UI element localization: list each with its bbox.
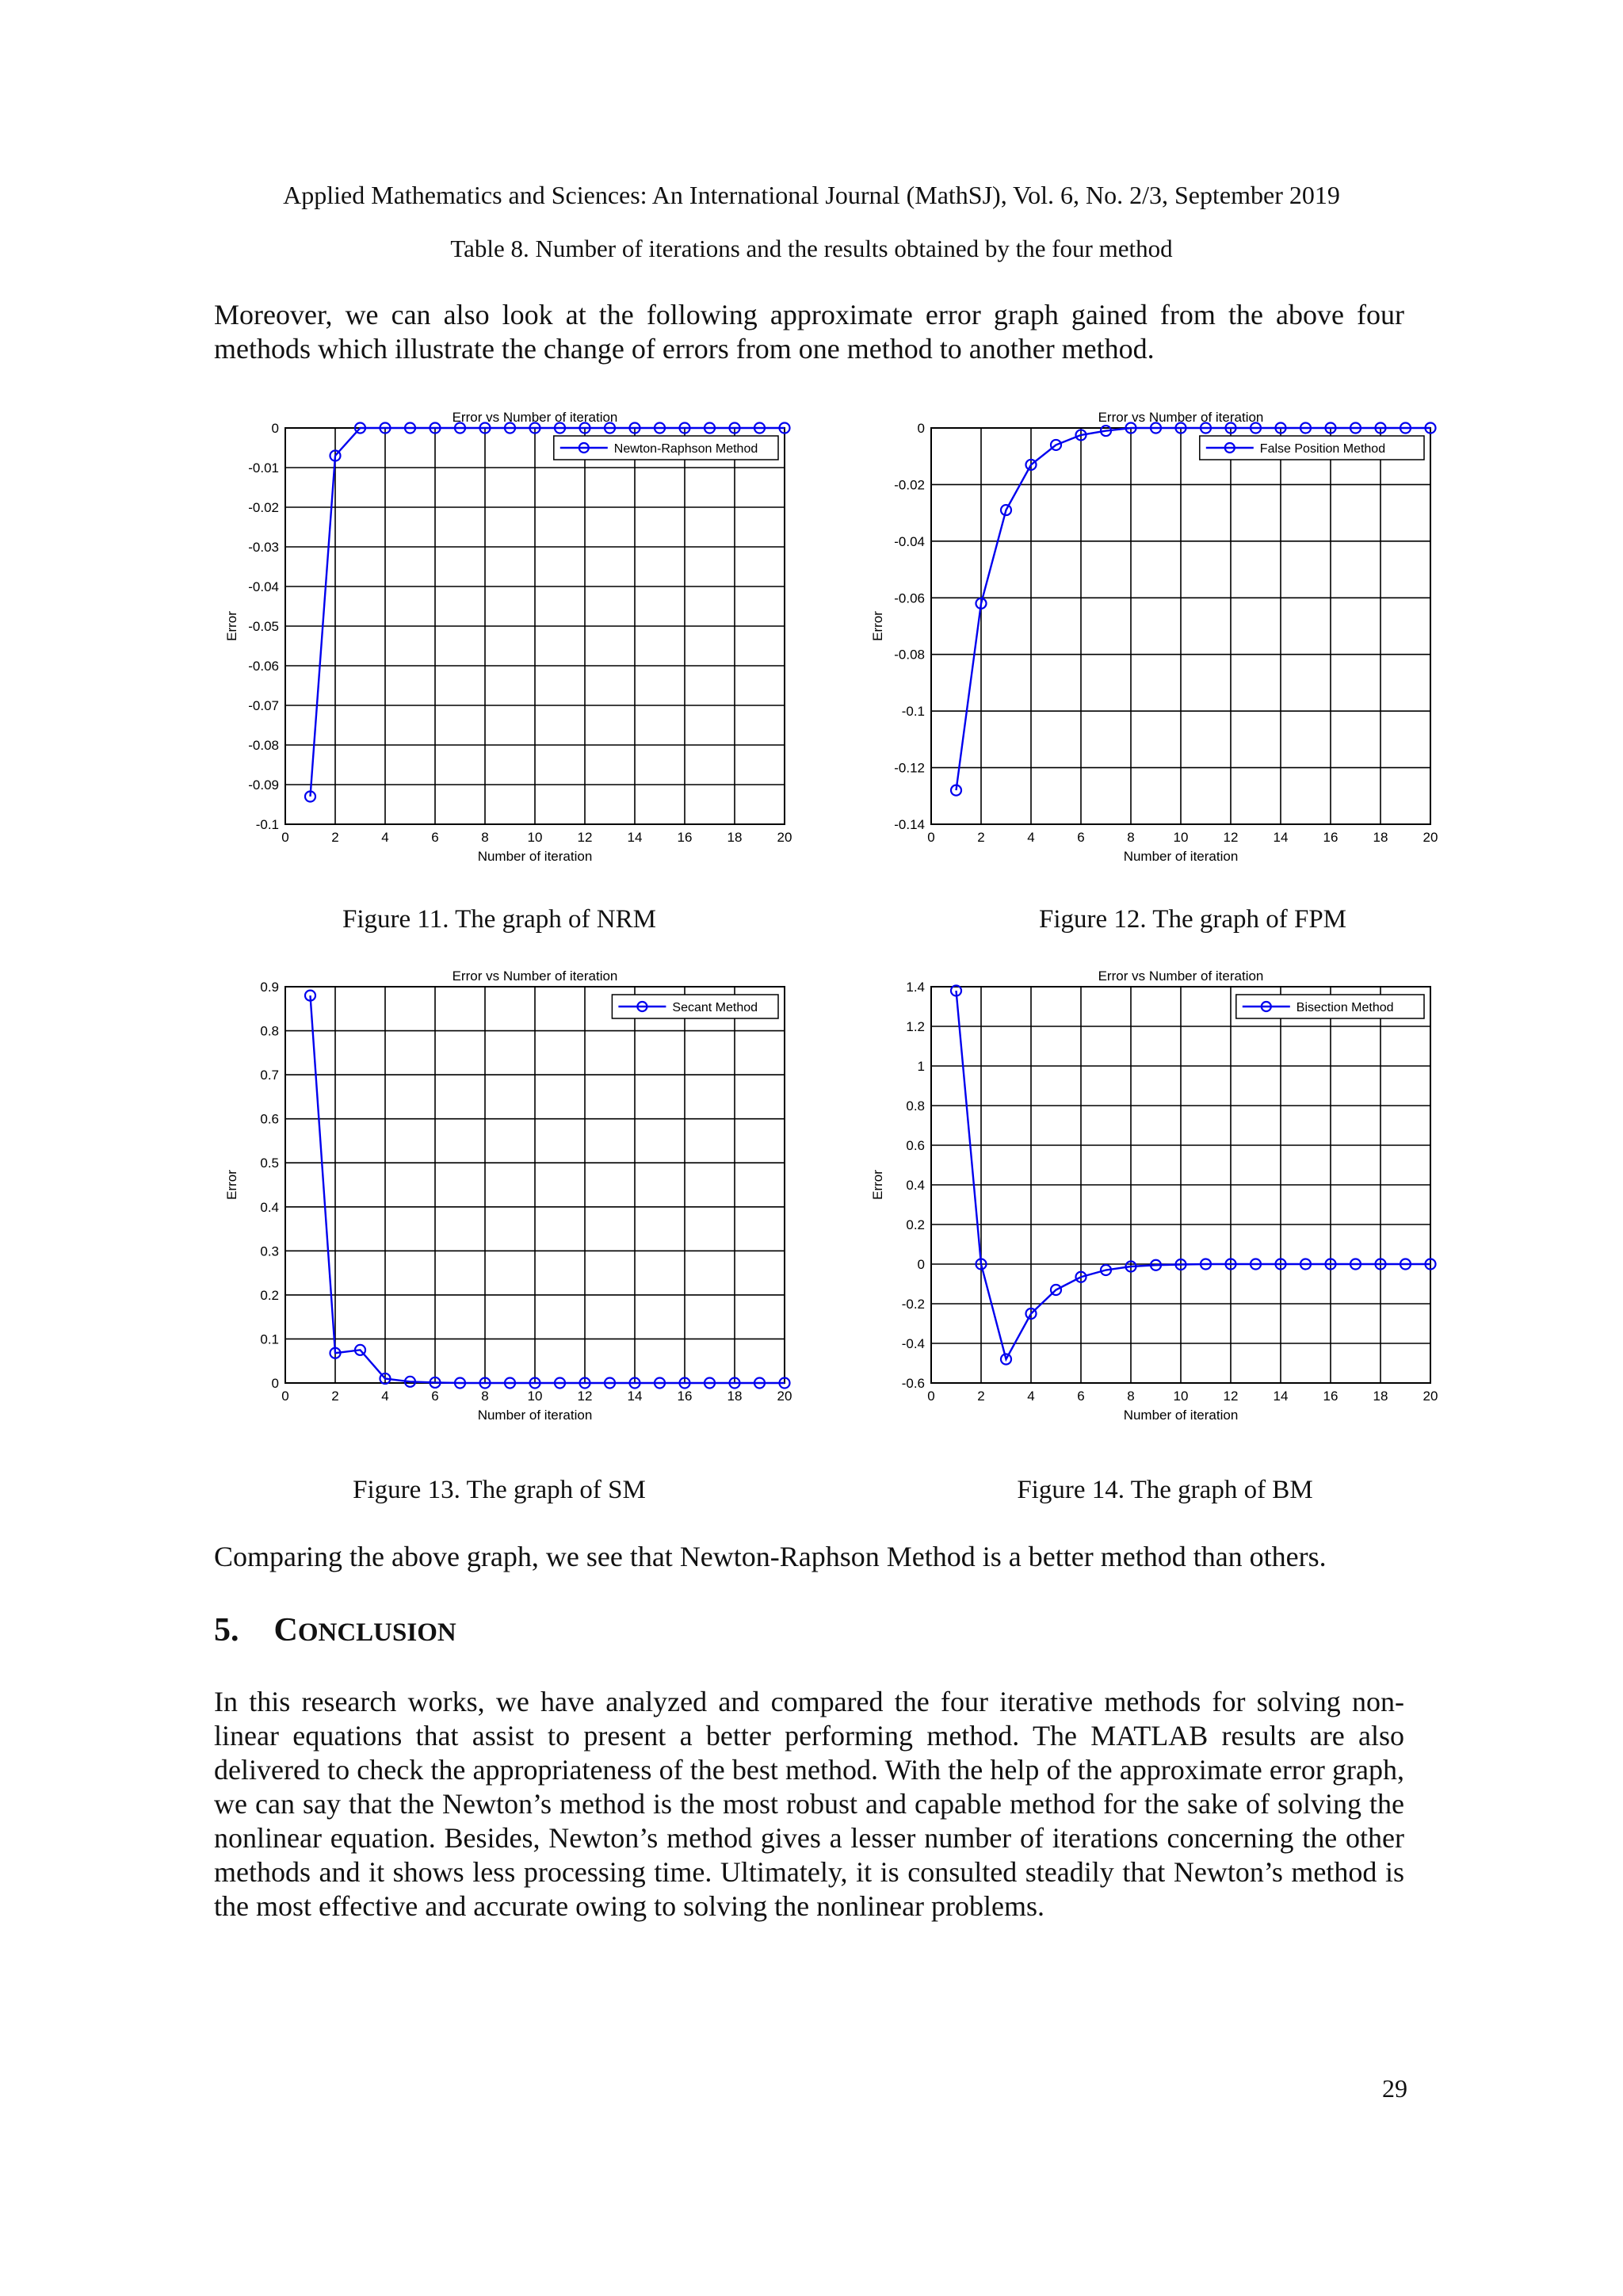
x-tick-label: 18 xyxy=(1373,830,1388,845)
x-tick-label: 0 xyxy=(281,1389,289,1404)
legend-label: Secant Method xyxy=(672,1001,758,1014)
figure-13-caption: Figure 13. The graph of SM xyxy=(353,1476,646,1504)
chart-title: Error vs Number of iteration xyxy=(1098,410,1264,425)
section-number: 5. xyxy=(214,1612,239,1648)
chart-title: Error vs Number of iteration xyxy=(452,968,618,984)
x-tick-label: 0 xyxy=(927,830,935,845)
y-tick-label: -0.01 xyxy=(248,460,279,476)
x-tick-label: 16 xyxy=(677,1389,693,1404)
x-tick-label: 8 xyxy=(1127,1389,1135,1404)
x-tick-label: 18 xyxy=(1373,1389,1388,1404)
x-tick-label: 10 xyxy=(1173,1389,1189,1404)
x-tick-label: 4 xyxy=(1027,830,1035,845)
y-tick-label: -0.04 xyxy=(894,533,925,549)
x-tick-label: 16 xyxy=(677,830,693,845)
figure-11-caption: Figure 11. The graph of NRM xyxy=(342,905,656,934)
y-tick-label: 0.6 xyxy=(906,1138,925,1153)
y-axis-label: Error xyxy=(224,611,239,641)
x-tick-label: 4 xyxy=(1027,1389,1035,1404)
legend-label: False Position Method xyxy=(1259,442,1386,456)
y-tick-label: -0.08 xyxy=(248,738,279,753)
page-number: 29 xyxy=(1382,2074,1407,2103)
figure-12-caption: Figure 12. The graph of FPM xyxy=(1038,905,1347,934)
y-tick-label: 0.2 xyxy=(906,1217,925,1232)
conclusion-paragraph: In this research works, we have analyzed and compared the four iterative methods for solving non-linear equations that assist to present a better performing method. The MATLAB results are also delivered to check the appropriateness of the best method. With the help of the approximate error graph, we can say that the Newton’s method is the most robust and capable method for the sake of solving the nonlinear equation. Besides, Newton’s method gives a lesser number of iterations concerning the other methods and it shows less processing time. Ultimately, it is consulted steadily that Newton’s method is the most effective and accurate owing to solving the nonlinear problems. xyxy=(214,1686,1404,1922)
x-tick-label: 10 xyxy=(527,1389,543,1404)
y-tick-label: 0.5 xyxy=(260,1156,279,1171)
y-tick-label: 1 xyxy=(917,1059,925,1074)
x-axis-label: Number of iteration xyxy=(1123,1408,1239,1423)
chart-title: Error vs Number of iteration xyxy=(1098,968,1264,984)
x-tick-label: 20 xyxy=(777,1389,792,1404)
y-tick-label: -0.03 xyxy=(248,540,279,555)
x-tick-label: 14 xyxy=(627,830,643,845)
y-tick-label: 0.3 xyxy=(260,1244,279,1259)
x-axis-label: Number of iteration xyxy=(477,849,593,864)
x-tick-label: 12 xyxy=(1223,830,1239,845)
y-tick-label: -0.6 xyxy=(901,1376,925,1391)
y-tick-label: -0.14 xyxy=(894,817,925,832)
x-tick-label: 10 xyxy=(527,830,543,845)
x-tick-label: 2 xyxy=(977,830,985,845)
x-tick-label: 4 xyxy=(381,1389,389,1404)
x-tick-label: 8 xyxy=(481,830,489,845)
x-tick-label: 4 xyxy=(381,830,389,845)
y-tick-label: -0.4 xyxy=(901,1336,925,1351)
y-axis-label: Error xyxy=(870,611,885,641)
y-tick-label: -0.05 xyxy=(248,619,279,634)
y-tick-label: 0.4 xyxy=(260,1199,279,1215)
x-tick-label: 16 xyxy=(1323,830,1338,845)
y-tick-label: -0.1 xyxy=(255,817,279,832)
section-title-rest: ONCLUSION xyxy=(297,1618,456,1647)
y-tick-label: 0.6 xyxy=(260,1111,279,1127)
x-tick-label: 20 xyxy=(1423,830,1438,845)
x-tick-label: 6 xyxy=(431,830,439,845)
y-tick-label: 0 xyxy=(917,1257,925,1272)
y-tick-label: 0.8 xyxy=(260,1023,279,1039)
legend-label: Bisection Method xyxy=(1296,1001,1394,1014)
x-tick-label: 6 xyxy=(1077,830,1085,845)
y-tick-label: 0.9 xyxy=(260,980,279,995)
x-tick-label: 2 xyxy=(331,1389,339,1404)
x-tick-label: 14 xyxy=(1273,830,1289,845)
x-tick-label: 6 xyxy=(1077,1389,1085,1404)
y-tick-label: -0.08 xyxy=(894,647,925,663)
figure-14-caption: Figure 14. The graph of BM xyxy=(1017,1476,1313,1504)
y-axis-label: Error xyxy=(870,1170,885,1200)
y-tick-label: -0.2 xyxy=(901,1297,925,1312)
section-title-initial: C xyxy=(273,1612,298,1648)
chart-title: Error vs Number of iteration xyxy=(452,410,618,425)
y-tick-label: 0.8 xyxy=(906,1098,925,1114)
x-tick-label: 20 xyxy=(1423,1389,1438,1404)
chart-bm xyxy=(868,963,1454,1438)
y-tick-label: 0.1 xyxy=(260,1331,279,1347)
y-tick-label: 1.4 xyxy=(906,980,925,995)
x-tick-label: 14 xyxy=(627,1389,643,1404)
x-tick-label: 18 xyxy=(727,1389,743,1404)
x-tick-label: 2 xyxy=(331,830,339,845)
x-tick-label: 12 xyxy=(577,830,593,845)
x-axis-label: Number of iteration xyxy=(1123,849,1239,864)
legend-label: Newton-Raphson Method xyxy=(613,442,758,456)
intro-paragraph: Moreover, we can also look at the following approximate error graph gained from the above four methods which illustrate the change of errors from one method to another method. xyxy=(214,299,1404,365)
y-tick-label: 0.4 xyxy=(906,1178,925,1193)
section-heading xyxy=(214,1611,456,1649)
y-tick-label: 0 xyxy=(917,421,925,436)
table-caption: Table 8. Number of iterations and the results obtained by the four method xyxy=(450,235,1173,262)
y-tick-label: -0.02 xyxy=(894,477,925,493)
x-axis-label: Number of iteration xyxy=(477,1408,593,1423)
x-tick-label: 20 xyxy=(777,830,792,845)
y-tick-label: -0.02 xyxy=(248,500,279,515)
x-tick-label: 2 xyxy=(977,1389,985,1404)
x-tick-label: 8 xyxy=(1127,830,1135,845)
comparison-sentence: Comparing the above graph, we see that Newton-Raphson Method is a better method than others. xyxy=(214,1541,1327,1572)
x-tick-label: 12 xyxy=(577,1389,593,1404)
y-tick-label: -0.06 xyxy=(248,659,279,674)
y-tick-label: 1.2 xyxy=(906,1019,925,1034)
y-tick-label: -0.06 xyxy=(894,590,925,606)
chart-sm xyxy=(222,963,808,1438)
x-tick-label: 18 xyxy=(727,830,743,845)
x-tick-label: 16 xyxy=(1323,1389,1338,1404)
y-axis-label: Error xyxy=(224,1170,239,1200)
journal-header: Applied Mathematics and Sciences: An International Journal (MathSJ), Vol. 6, No. 2/3, September 2019 xyxy=(283,181,1340,209)
y-tick-label: -0.04 xyxy=(248,579,279,594)
x-tick-label: 6 xyxy=(431,1389,439,1404)
x-tick-label: 0 xyxy=(927,1389,935,1404)
y-tick-label: -0.12 xyxy=(894,760,925,776)
y-tick-label: -0.07 xyxy=(248,698,279,713)
x-tick-label: 12 xyxy=(1223,1389,1239,1404)
chart-fpm xyxy=(868,404,1454,880)
x-tick-label: 10 xyxy=(1173,830,1189,845)
chart-nrm xyxy=(222,404,808,880)
y-tick-label: 0.7 xyxy=(260,1068,279,1083)
x-tick-label: 8 xyxy=(481,1389,489,1404)
y-tick-label: -0.09 xyxy=(248,777,279,793)
y-tick-label: 0.2 xyxy=(260,1287,279,1303)
y-tick-label: -0.1 xyxy=(901,704,925,720)
x-tick-label: 0 xyxy=(281,830,289,845)
x-tick-label: 14 xyxy=(1273,1389,1289,1404)
y-tick-label: 0 xyxy=(271,1376,279,1391)
y-tick-label: 0 xyxy=(271,421,279,436)
